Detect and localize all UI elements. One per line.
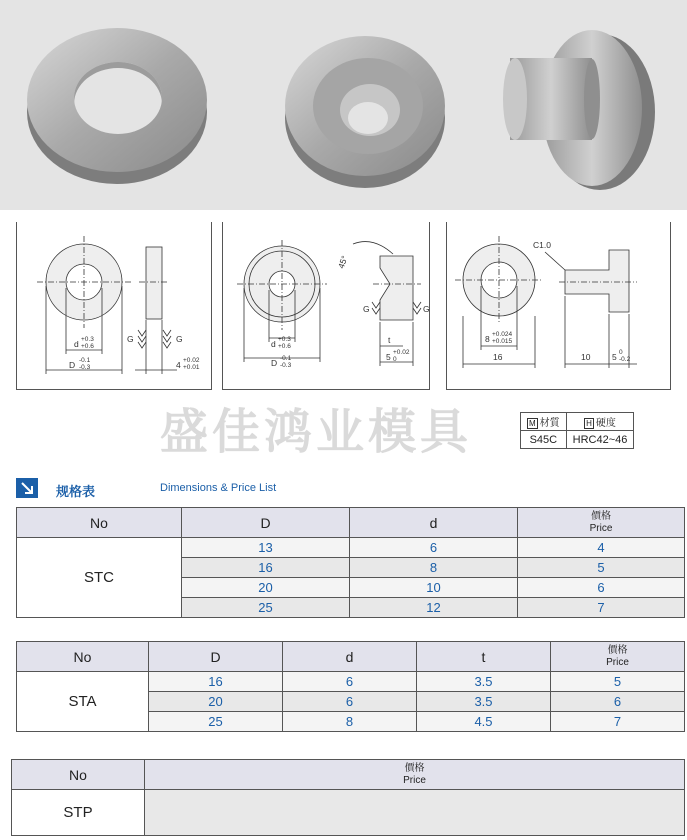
stc-D: 20 xyxy=(182,578,350,598)
product-photos xyxy=(0,0,687,210)
hardness-value: HRC42~46 xyxy=(566,431,634,449)
section-subtitle: Dimensions & Price List xyxy=(160,482,277,494)
stp-name: STP xyxy=(12,790,145,836)
stc-price: 7 xyxy=(518,598,685,618)
stepped-pin-photo xyxy=(503,30,655,190)
stp-d-value: 8 xyxy=(485,334,490,344)
sta-price-zh: 價格 xyxy=(607,644,628,656)
material-label: 材質 xyxy=(539,418,560,429)
stc-D-tol-upper: -0.1 xyxy=(79,357,91,364)
stp-header-no: No xyxy=(12,760,145,790)
sta-header-t: t xyxy=(417,642,551,672)
stc-price-zh: 價格 xyxy=(591,510,611,522)
stc-D: 25 xyxy=(182,598,350,618)
stc-drawing xyxy=(16,222,212,390)
sta-d-tol-upper: +0.3 xyxy=(278,336,291,343)
sta-drawing xyxy=(222,222,430,390)
stc-t-tol-upper: +0.02 xyxy=(183,357,200,364)
sta-d-tol-lower: +0.6 xyxy=(278,343,291,350)
sta-header-price xyxy=(551,642,685,672)
stc-D: 16 xyxy=(182,558,350,578)
sta-g-right: G xyxy=(423,304,430,314)
stp-d-tol-lower: +0.015 xyxy=(492,338,513,345)
material-letter: M xyxy=(529,419,536,428)
stc-D-label: D xyxy=(69,360,76,370)
stc-header-d: d xyxy=(350,508,518,538)
sta-spec-table xyxy=(16,641,685,732)
stc-price: 6 xyxy=(518,578,685,598)
stc-d: 12 xyxy=(350,598,518,618)
stp-price xyxy=(145,790,685,836)
stc-price: 5 xyxy=(518,558,685,578)
sta-d: 8 xyxy=(283,712,417,732)
stp-head-value: 5 xyxy=(612,352,617,362)
sta-d: 6 xyxy=(283,692,417,712)
arrow-icon xyxy=(16,478,38,498)
stp-chamfer: C1.0 xyxy=(533,240,551,250)
stc-d: 10 xyxy=(350,578,518,598)
stc-d-tol-upper: +0.3 xyxy=(81,336,94,343)
table-row xyxy=(12,790,685,836)
stc-spec-table xyxy=(16,507,685,618)
sta-header-D: D xyxy=(149,642,283,672)
sta-t-value: 5 xyxy=(386,352,391,362)
sta-angle: 45° xyxy=(335,254,350,270)
sta-price: 6 xyxy=(551,692,685,712)
sta-D-tol-upper: -0.1 xyxy=(280,355,292,362)
stp-D-value: 16 xyxy=(493,352,503,362)
stp-d-tol-upper: +0.024 xyxy=(492,331,513,338)
stp-head-tol-upper: 0 xyxy=(619,349,623,356)
stc-d-label: d xyxy=(74,339,79,349)
sta-D: 16 xyxy=(149,672,283,692)
stc-D-tol-lower: -0.3 xyxy=(79,364,91,371)
sta-t: 3.5 xyxy=(417,692,551,712)
sta-t: 3.5 xyxy=(417,672,551,692)
stc-g-right: G xyxy=(176,334,183,344)
stc-d: 8 xyxy=(350,558,518,578)
sta-D-tol-lower: -0.3 xyxy=(280,362,292,369)
product-photo-band xyxy=(0,0,687,210)
stp-drawing xyxy=(446,222,671,390)
stc-price-en: Price xyxy=(589,522,613,534)
stc-header-price xyxy=(518,508,685,538)
stc-price: 4 xyxy=(518,538,685,558)
stc-t-tol-lower: +0.01 xyxy=(183,364,200,371)
sta-name: STA xyxy=(17,672,149,732)
stc-header-D: D xyxy=(182,508,350,538)
sta-D-label: D xyxy=(271,358,278,368)
sta-t-label: t xyxy=(388,335,391,345)
stp-price-zh: 價格 xyxy=(404,762,425,774)
sta-header-no: No xyxy=(17,642,149,672)
table-row xyxy=(17,672,685,692)
hardness-letter: H xyxy=(586,419,592,428)
countersunk-washer-photo xyxy=(285,36,445,188)
section-header xyxy=(16,478,676,500)
stp-spec-table xyxy=(11,759,685,836)
sta-D: 25 xyxy=(149,712,283,732)
sta-d-label: d xyxy=(271,339,276,349)
stp-price-en: Price xyxy=(403,774,426,786)
stp-len-value: 10 xyxy=(581,352,591,362)
material-value: S45C xyxy=(521,431,567,449)
watermark: 盛佳鸿业模具 xyxy=(160,404,473,460)
stc-D: 13 xyxy=(182,538,350,558)
sta-g-left: G xyxy=(363,304,370,314)
stc-g-left: G xyxy=(127,334,134,344)
hardness-header xyxy=(566,413,634,431)
stc-name: STC xyxy=(17,538,182,618)
material-header xyxy=(521,413,567,431)
sta-price: 5 xyxy=(551,672,685,692)
sta-t-tol-lower: 0 xyxy=(393,356,397,363)
washer-photo xyxy=(27,28,207,184)
stc-header-no: No xyxy=(17,508,182,538)
section-title: 规格表 xyxy=(56,485,96,500)
stp-head-tol-lower: -0.2 xyxy=(619,356,631,363)
stc-d: 6 xyxy=(350,538,518,558)
sta-price-en: Price xyxy=(606,656,629,668)
sta-t: 4.5 xyxy=(417,712,551,732)
hardness-label: 硬度 xyxy=(595,418,616,429)
material-table xyxy=(520,412,634,449)
table-row xyxy=(17,538,685,558)
stc-d-tol-lower: +0.6 xyxy=(81,343,94,350)
stp-header-price xyxy=(145,760,685,790)
stc-t-value: 4 xyxy=(176,360,181,370)
sta-header-d: d xyxy=(283,642,417,672)
sta-D: 20 xyxy=(149,692,283,712)
sta-t-tol-upper: +0.02 xyxy=(393,349,410,356)
sta-price: 7 xyxy=(551,712,685,732)
sta-d: 6 xyxy=(283,672,417,692)
